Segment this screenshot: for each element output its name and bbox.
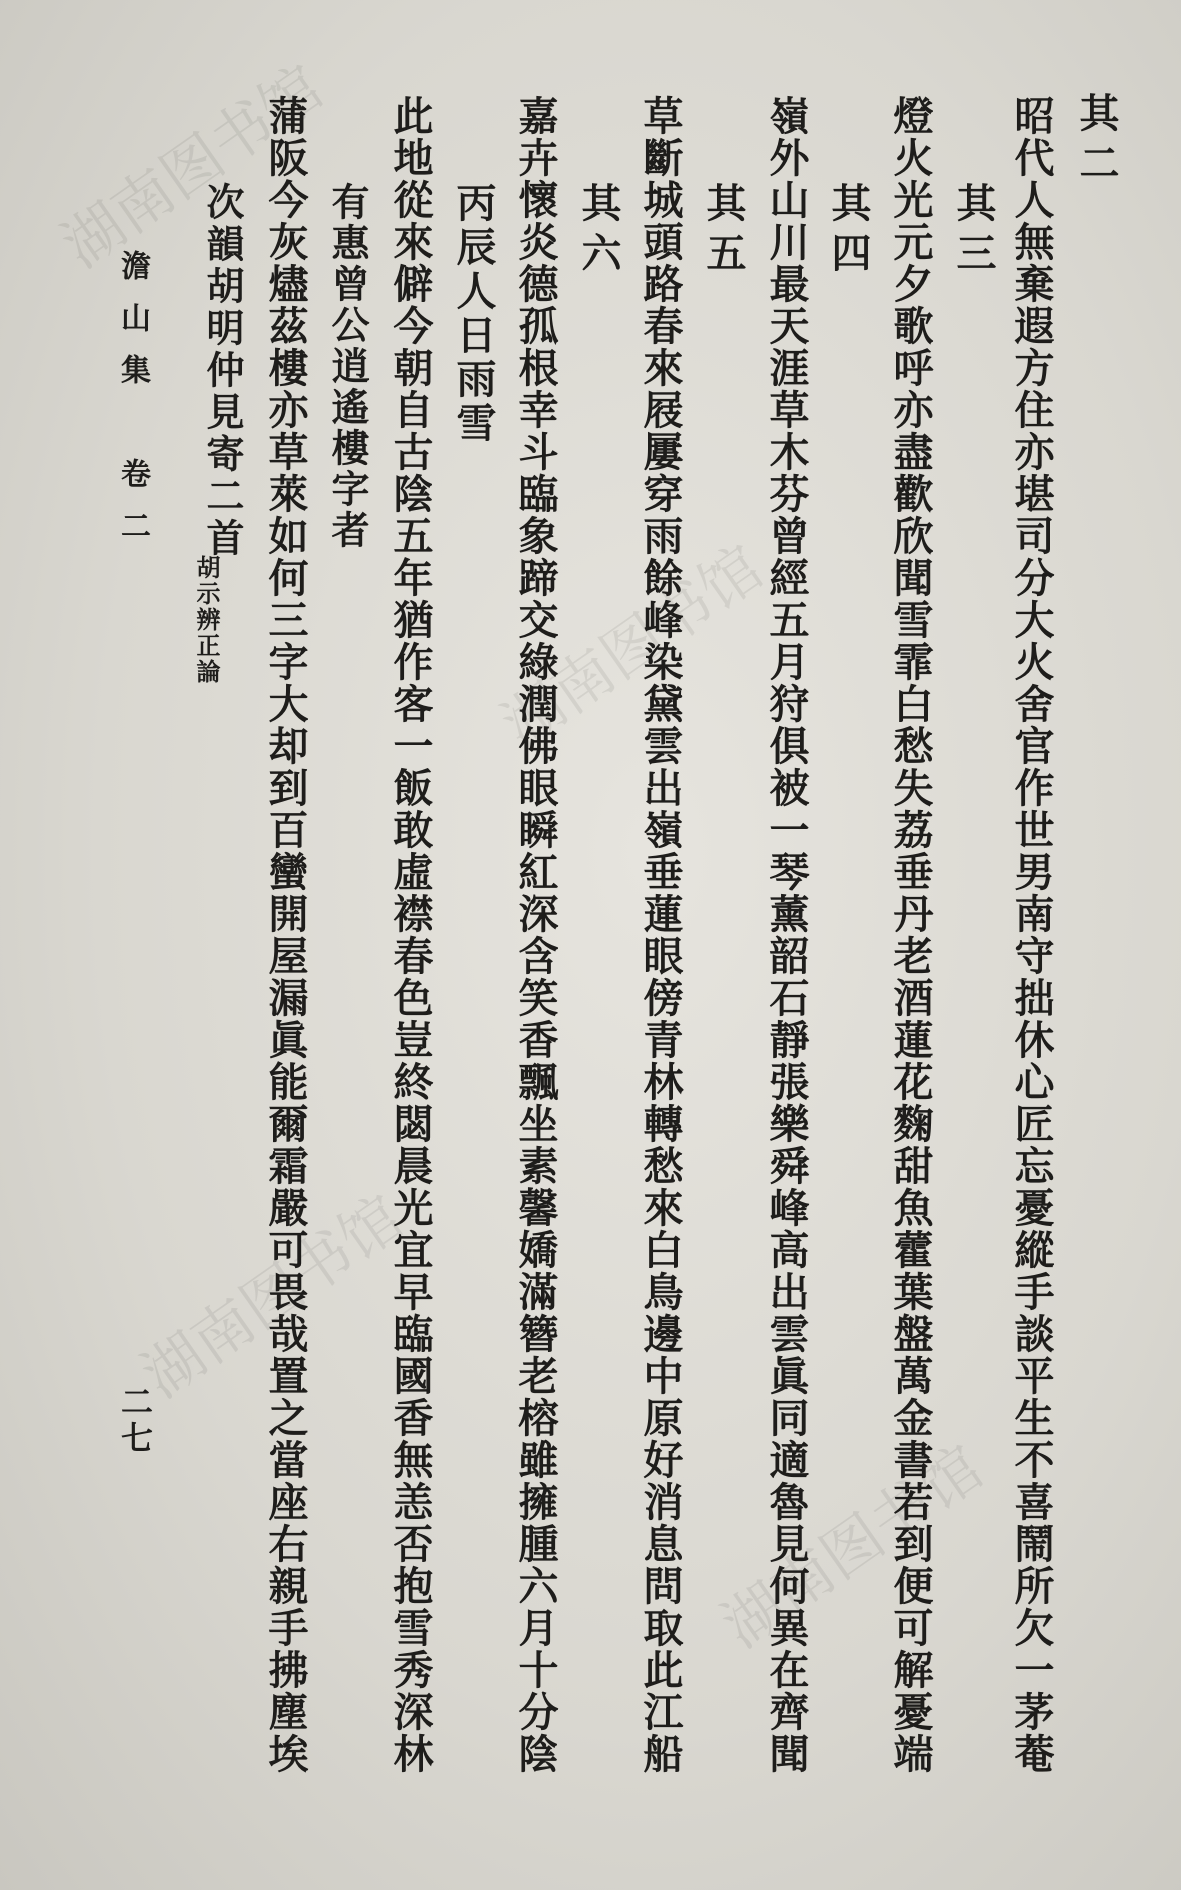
text-column-8 [632,95,689,1890]
heading-qi-liu: 其六 [575,182,622,282]
heading-qi-er: 其二 [1073,92,1120,192]
page-number: 二七 [116,1385,154,1457]
watermark: 湖南图书馆 [129,1182,416,1412]
text-column-9 [570,182,627,1890]
poem-title: 次韻胡明仲見寄二首 [200,182,245,560]
text-column-1 [1068,92,1125,1890]
poem-line: 此地從來僻今朝自古陰五年猶作客一飯敢虛襟春色豈終閟晨光宜早臨國香無恙否抱雪秀深林 [387,95,434,1775]
watermark: 湖南图书馆 [709,1432,996,1662]
heading-qi-wu: 其五 [700,182,747,282]
poem-title: 丙辰人日雨雪 [450,182,497,446]
text-column-14 [257,95,314,1890]
text-column-10 [507,95,564,1890]
text-column-6 [758,95,815,1890]
annotation-note: 胡示辨正論 [192,555,221,685]
text-column-7 [695,182,752,1890]
heading-qi-si: 其四 [825,182,872,282]
poem-line: 昭代人無棄遐方住亦堪司分大火舍官作世男南守拙休心匠忘憂縱手談平生不喜鬧所欠一茅菴 [1008,95,1055,1775]
poem-line: 草斷城頭路春來屐屢穿雨餘峰染黛雲出嶺垂蓮眼傍青林轉愁來白鳥邊中原好消息問取此江船 [637,95,684,1775]
text-column-11 [445,182,502,1890]
book-title: 澹山集 卷二 [115,250,150,562]
watermark: 湖南图书馆 [49,52,336,282]
text-column-12 [382,95,439,1890]
poem-line: 嘉卉懷炎德孤根幸斗臨象蹄交綠潤佛眼瞬紅深含笑香飄坐素馨嬌滿簪老榕雖擁腫六月十分陰 [512,95,559,1775]
poem-line: 燈火光元夕歌呼亦盡歡欣聞雪霏白愁失荔垂丹老酒蓮花麴甜魚藿葉盤萬金書若到便可解憂端 [887,95,934,1775]
heading-qi-san: 其三 [950,182,997,282]
poem-line: 蒲阪今灰燼茲樓亦草萊如何三字大却到百蠻開屋漏眞能爾霜嚴可畏哉置之當座右親手拂塵埃 [262,95,309,1775]
text-column-5 [820,182,877,1890]
text-column-4 [882,95,939,1890]
text-column-13 [320,182,375,1890]
poem-title: 有惠曾公逍遙樓字者 [325,182,370,551]
text-column-3 [945,182,1002,1890]
watermark: 湖南图书馆 [489,532,776,762]
poem-line: 嶺外山川最天涯草木芬曾經五月狩俱被一琴薰韶石靜張樂舜峰高出雲眞同適魯見何異在齊聞 [763,95,810,1775]
text-column-15 [195,182,250,1890]
text-column-2 [1005,95,1057,1890]
